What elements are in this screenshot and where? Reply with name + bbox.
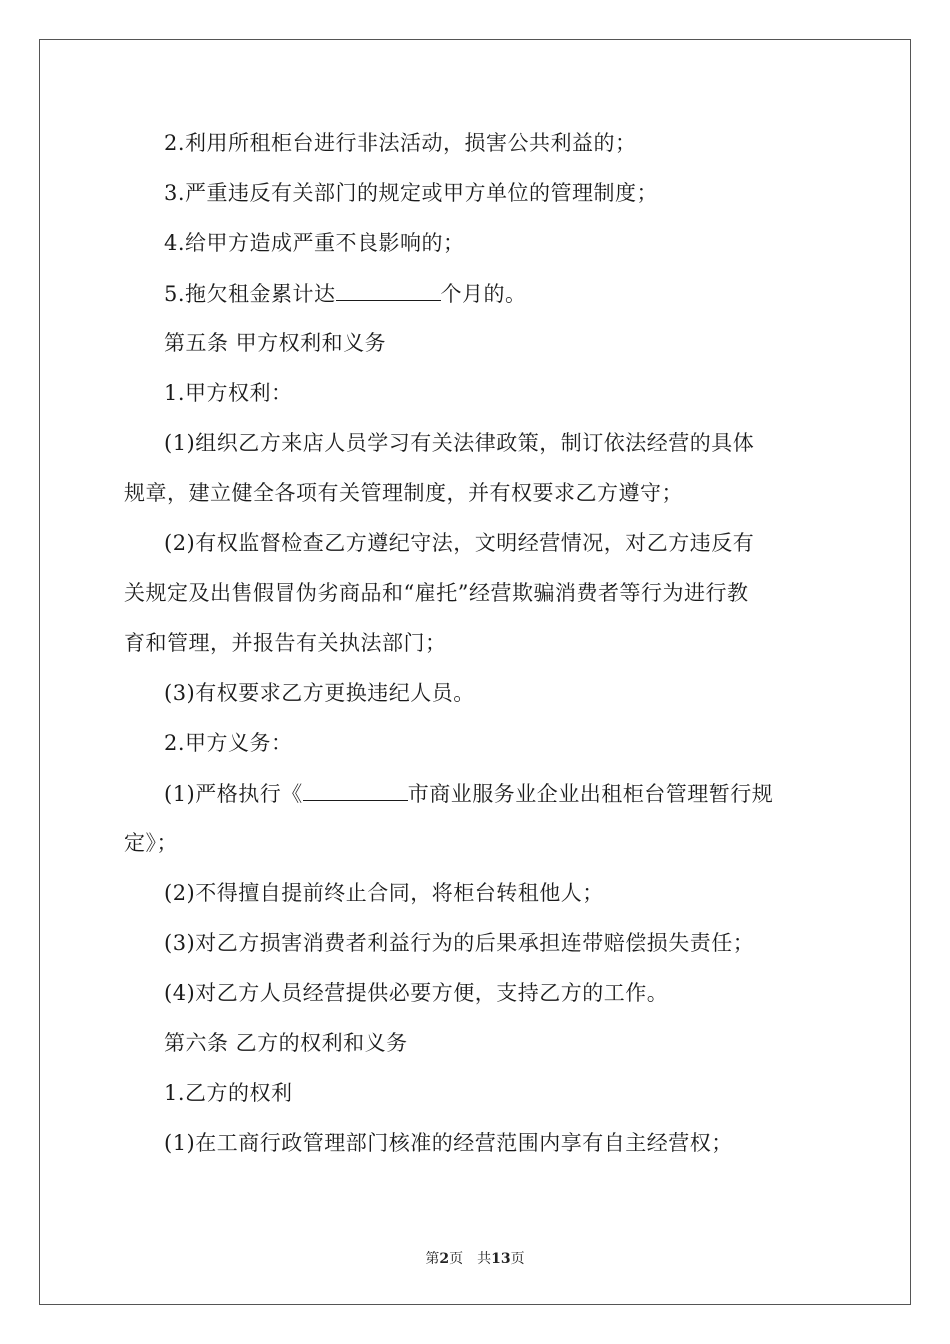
clause-line-continued: 关规定及出售假冒伪劣商品和“雇托”经营欺骗消费者等行为进行教	[124, 581, 749, 605]
clause-text-after-blank: 市商业服务业企业出租柜台管理暂行规	[407, 782, 774, 806]
clause-line-with-blank	[124, 278, 834, 308]
clause-line: 4.给甲方造成严重不良影响的；	[164, 231, 465, 255]
fill-in-blank[interactable]	[336, 278, 441, 301]
section-heading: 2.甲方义务：	[164, 731, 293, 755]
total-page-count: 13	[491, 1251, 511, 1267]
clause-text-before-blank: 5.拖欠租金累计达	[164, 282, 336, 306]
total-prefix: 共	[477, 1251, 492, 1267]
clause-line: (1)在工商行政管理部门核准的经营范围内享有自主经营权；	[164, 1131, 733, 1155]
section-heading: 1.乙方的权利	[164, 1081, 293, 1105]
clause-line: 2.利用所租柜台进行非法活动，损害公共利益的；	[164, 131, 637, 155]
page-unit: 页	[449, 1251, 464, 1267]
clause-line: (3)对乙方损害消费者利益行为的后果承担连带赔偿损失责任；	[164, 931, 755, 955]
clause-line: (3)有权要求乙方更换违纪人员。	[164, 681, 475, 705]
total-unit: 页	[510, 1251, 525, 1267]
clause-line: (2)不得擅自提前终止合同，将柜台转租他人；	[164, 881, 604, 905]
clause-line: (4)对乙方人员经营提供必要方便，支持乙方的工作。	[164, 981, 669, 1005]
clause-line-continued: 规章，建立健全各项有关管理制度，并有权要求乙方遵守；	[124, 481, 683, 505]
article-heading: 第五条 甲方权利和义务	[164, 331, 387, 355]
clause-line-continued: 育和管理，并报告有关执法部门；	[124, 631, 447, 655]
clause-text-before-blank: (1)严格执行《	[164, 782, 303, 806]
section-heading: 1.甲方权利：	[164, 381, 293, 405]
clause-text-after-blank: 个月的。	[440, 282, 527, 306]
article-heading: 第六条 乙方的权利和义务	[164, 1031, 408, 1055]
current-page-number: 2	[439, 1251, 450, 1267]
page-prefix: 第	[425, 1251, 440, 1267]
clause-line-continued: 定》；	[124, 831, 178, 855]
clause-line: (2)有权监督检查乙方遵纪守法，文明经营情况，对乙方违反有	[164, 531, 755, 555]
clause-line-with-blank	[124, 778, 834, 808]
page-footer	[0, 1250, 950, 1268]
clause-line: (1)组织乙方来店人员学习有关法律政策，制订依法经营的具体	[164, 431, 755, 455]
document-body	[124, 128, 834, 1178]
clause-line: 3.严重违反有关部门的规定或甲方单位的管理制度；	[164, 181, 659, 205]
fill-in-blank[interactable]	[303, 778, 408, 801]
